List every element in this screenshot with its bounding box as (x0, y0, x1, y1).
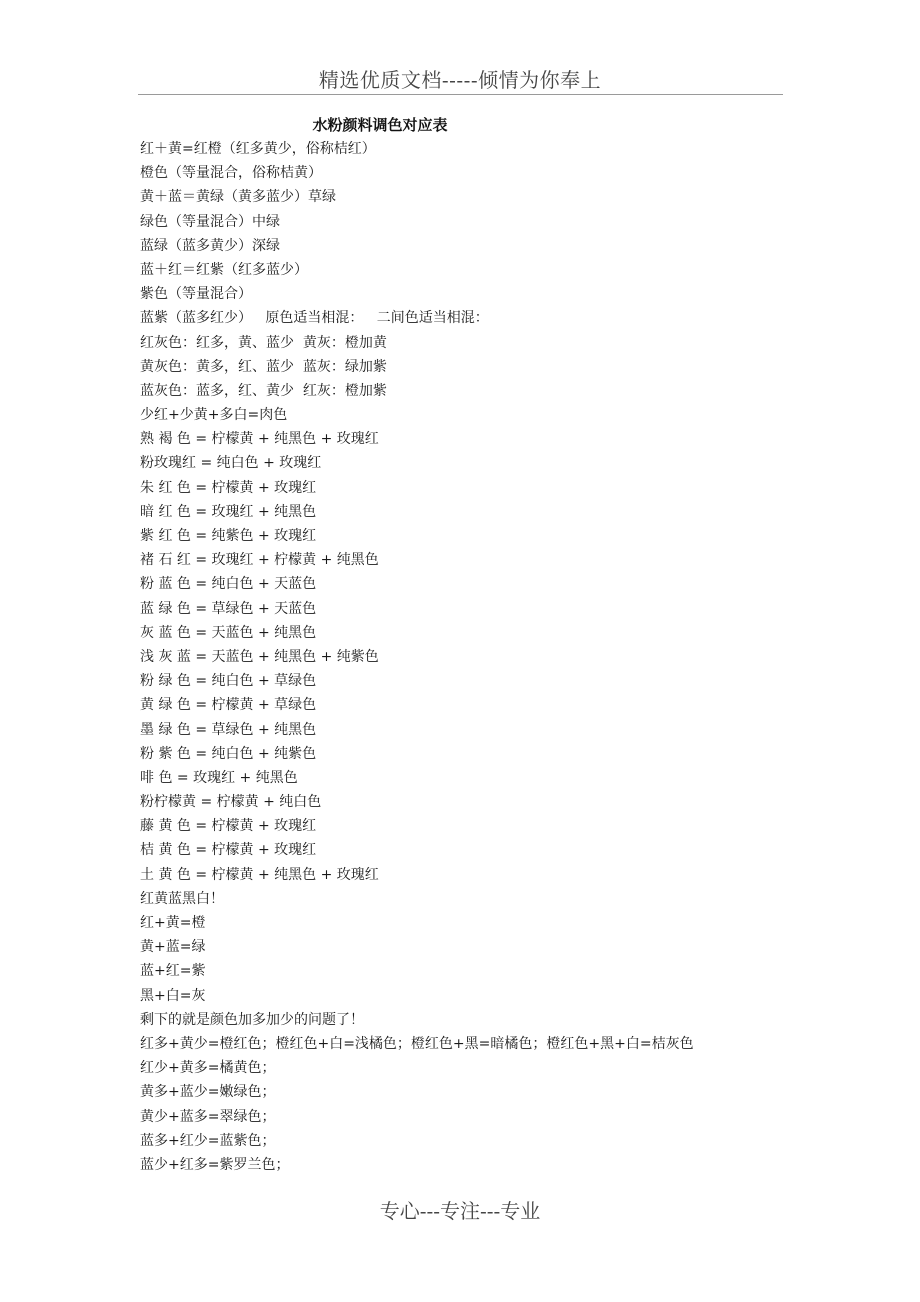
text-line: 蓝+红=紫 (140, 963, 206, 980)
color-formula: 熟 褐 色 = 柠檬黄 + 纯黑色 + 玫瑰红 (140, 431, 379, 448)
text-line: 绿色（等量混合）中绿 (140, 213, 280, 230)
text-line: 蓝紫（蓝多红少） 原色适当相混： 二间色适当相混： (140, 310, 489, 327)
text-line: 黑+白=灰 (140, 987, 206, 1004)
text-line: 黄＋蓝＝黄绿（黄多蓝少）草绿 (140, 189, 336, 206)
text-line: 黄多+蓝少=嫩绿色； (140, 1084, 276, 1101)
color-formula: 啡 色 = 玫瑰红 + 纯黑色 (140, 769, 298, 786)
color-formula: 灰 蓝 色 = 天蓝色 + 纯黑色 (140, 624, 317, 641)
text-line: 红＋黄=红橙（红多黄少，俗称桔红） (140, 141, 376, 157)
text-line: 黄+蓝=绿 (140, 939, 206, 956)
color-formula: 藤 黄 色 = 柠檬黄 + 玫瑰红 (140, 818, 317, 835)
color-formula: 桔 黄 色 = 柠檬黄 + 玫瑰红 (140, 842, 317, 859)
text-line: 橙色（等量混合，俗称桔黄） (140, 165, 322, 182)
text-line: 少红+少黄+多白=肉色 (140, 407, 288, 424)
text-line: 蓝少+红多=紫罗兰色； (140, 1156, 290, 1173)
text-line: 红黄蓝黑白！ (140, 890, 224, 907)
color-formula: 墨 绿 色 = 草绿色 + 纯黑色 (140, 721, 317, 738)
text-line: 红+黄=橙 (140, 915, 206, 931)
color-formula: 土 黄 色 = 柠檬黄 + 纯黑色 + 玫瑰红 (140, 866, 379, 883)
text-line: 黄少+蓝多=翠绿色； (140, 1108, 276, 1125)
text-line: 蓝绿（蓝多黄少）深绿 (140, 237, 280, 254)
document-body (140, 137, 840, 1177)
text-line: 红少+黄多=橘黄色； (140, 1060, 276, 1077)
text-line: 黄灰色：黄多，红、蓝少 蓝灰：绿加紫 (140, 358, 387, 375)
text-line: 红灰色：红多，黄、蓝少 黄灰：橙加黄 (140, 334, 387, 351)
color-formula: 褚 石 红 = 玫瑰红 + 柠檬黄 + 纯黑色 (140, 552, 379, 569)
text-line: 紫色（等量混合） (140, 286, 252, 303)
color-formula: 暗 红 色 = 玫瑰红 + 纯黑色 (140, 503, 317, 520)
color-formula: 粉 绿 色 = 纯白色 + 草绿色 (140, 673, 317, 690)
color-formula: 黄 绿 色 = 柠檬黄 + 草绿色 (140, 697, 317, 714)
color-formula: 粉 蓝 色 = 纯白色 + 天蓝色 (140, 576, 317, 593)
color-formula: 粉柠檬黄 = 柠檬黄 + 纯白色 (140, 794, 322, 811)
color-formula: 浅 灰 蓝 = 天蓝色 + 纯黑色 + 纯紫色 (140, 648, 379, 665)
text-line: 蓝灰色：蓝多，红、黄少 红灰：橙加紫 (140, 382, 387, 399)
color-formula: 粉 紫 色 = 纯白色 + 纯紫色 (140, 745, 317, 762)
color-formula: 朱 红 色 = 柠檬黄 + 玫瑰红 (140, 479, 317, 496)
color-formula: 紫 红 色 = 纯紫色 + 玫瑰红 (140, 528, 317, 544)
page-footer: 专心---专注---专业 (379, 1199, 541, 1223)
page-header: 精选优质文档-----倾情为你奉上 (318, 68, 602, 92)
color-formula: 蓝 绿 色 = 草绿色 + 天蓝色 (140, 600, 317, 617)
document-title: 水粉颜料调色对应表 (312, 116, 448, 134)
text-line: 蓝＋红＝红紫（红多蓝少） (140, 261, 308, 278)
text-line: 蓝多+红少=蓝紫色； (140, 1132, 276, 1149)
header-divider (138, 94, 783, 95)
text-line: 红多+黄少=橙红色；橙红色+白=浅橘色；橙红色+黑=暗橘色；橙红色+黑+白=桔灰色 (140, 1035, 694, 1052)
color-formula: 粉玫瑰红 = 纯白色 + 玫瑰红 (140, 455, 322, 472)
text-line: 剩下的就是颜色加多加少的问题了！ (140, 1011, 364, 1028)
